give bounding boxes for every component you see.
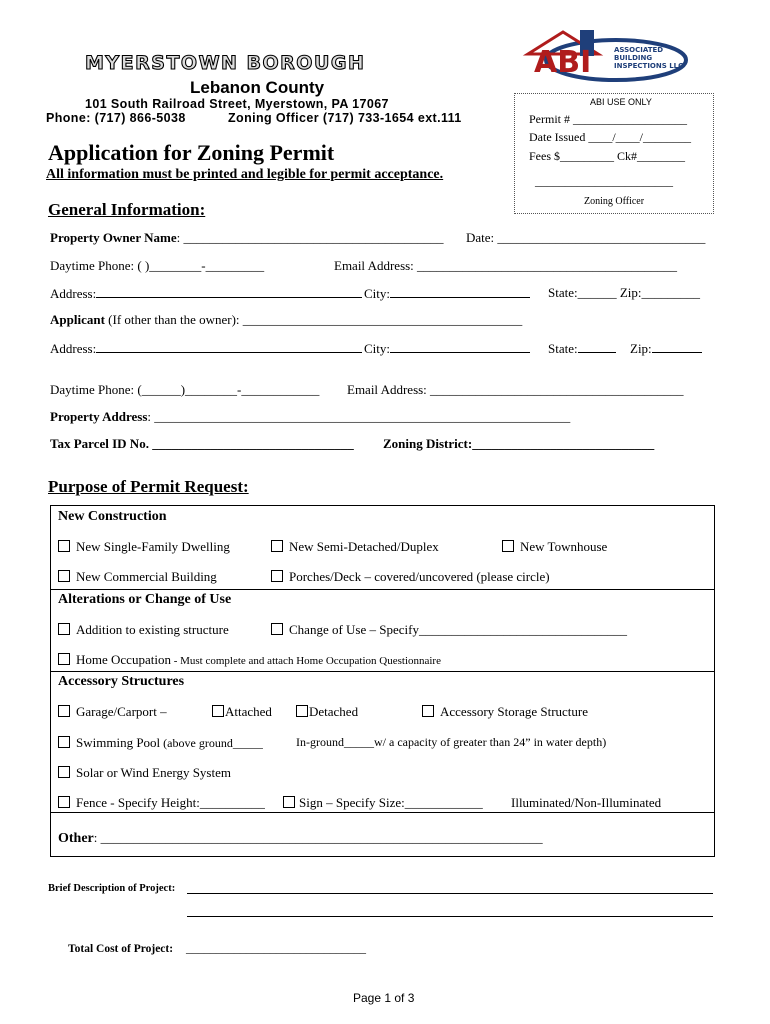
applicant-zip-label: Zip: (630, 341, 652, 356)
borough-phone: Phone: (717) 866-5038 (46, 111, 186, 125)
porches-checkbox[interactable] (271, 570, 283, 582)
other-label: Other (58, 831, 94, 846)
garage-checkbox[interactable] (58, 705, 70, 717)
divider-other (50, 812, 715, 813)
tax-parcel-field[interactable]: Tax Parcel ID No. _______________________________ (50, 436, 354, 451)
svg-text:BUILDING: BUILDING (614, 54, 653, 62)
zoning-officer-label: Zoning Officer (584, 196, 645, 207)
date-field[interactable]: Date: ________________________________ (466, 230, 706, 245)
new-semi-checkbox[interactable] (271, 540, 283, 552)
owner-email-field[interactable]: Email Address: ________________________________________ (334, 258, 678, 273)
applicant-label: Applicant (50, 312, 105, 327)
property-address-field[interactable]: : ________________________________________________________________ (147, 409, 571, 424)
new-commercial-label: New Commercial Building (76, 569, 217, 584)
fees-field[interactable]: Fees $_________ Ck#________ (529, 149, 685, 163)
property-address-label: Property Address (50, 409, 148, 424)
logo-abi-text: ABI (534, 45, 592, 80)
accessory-heading: Accessory Structures (58, 674, 185, 689)
purpose-heading: Purpose of Permit Request: (48, 477, 249, 496)
attached-checkbox[interactable] (212, 705, 224, 717)
fence-label: Fence - Specify Height: (76, 795, 200, 810)
new-single-checkbox[interactable] (58, 540, 70, 552)
pool-above-ground-field[interactable]: (above ground_____ (160, 736, 263, 750)
abi-logo (518, 28, 690, 86)
divider-accessory (50, 671, 715, 672)
applicant-city-field[interactable] (390, 340, 530, 353)
sign-checkbox[interactable] (283, 796, 295, 808)
total-cost-label: Total Cost of Project: (68, 943, 174, 955)
solar-label: Solar or Wind Energy System (76, 765, 231, 780)
change-use-checkbox[interactable] (271, 623, 283, 635)
applicant-address-field[interactable] (96, 340, 362, 353)
storage-checkbox[interactable] (422, 705, 434, 717)
storage-label: Accessory Storage Structure (440, 704, 589, 719)
owner-state-zip-field[interactable]: State:______ Zip:_________ (548, 285, 701, 300)
applicant-field[interactable]: (If other than the owner): ___________________________________________ (104, 312, 523, 327)
owner-phone-field[interactable]: Daytime Phone: ( )________-_________ (50, 258, 265, 273)
svg-text:INSPECTIONS LLC: INSPECTIONS LLC (614, 62, 684, 70)
zoning-officer-signature-line[interactable]: _______________________ (535, 174, 673, 188)
detached-checkbox[interactable] (296, 705, 308, 717)
zoning-district-field-2[interactable]: _____________ (569, 436, 655, 451)
home-occupation-checkbox[interactable] (58, 653, 70, 665)
owner-city-label: City: (364, 286, 391, 301)
zoning-district-field[interactable]: Zoning District:_______________ (383, 436, 570, 451)
alterations-heading: Alterations or Change of Use (58, 592, 232, 607)
applicant-state-label: State: (548, 341, 578, 356)
divider-alterations (50, 589, 715, 590)
abi-box-title: ABI USE ONLY (590, 97, 652, 107)
fence-checkbox[interactable] (58, 796, 70, 808)
borough-title: MYERSTOWN BOROUGH (85, 52, 366, 74)
owner-name-field[interactable]: : ________________________________________ (176, 230, 444, 245)
county-title: Lebanon County (190, 78, 325, 97)
page-number: Page 1 of 3 (353, 991, 415, 1005)
general-info-heading: General Information: (48, 200, 206, 219)
home-occupation-label: Home Occupation (76, 652, 171, 667)
sign-label: Sign – Specify Size: (299, 795, 405, 810)
pool-inground-field[interactable]: In-ground_____w/ a capacity of greater than 24” in water depth) (296, 735, 607, 749)
new-townhouse-label: New Townhouse (520, 539, 608, 554)
applicant-email-field[interactable]: Email Address: _______________________________________ (347, 382, 684, 397)
change-use-field[interactable]: ________________________________ (418, 622, 627, 637)
change-use-label: Change of Use – Specify (289, 622, 419, 637)
zoning-officer-phone: Zoning Officer (717) 733-1654 ext.111 (228, 111, 462, 125)
applicant-city-label: City: (364, 341, 391, 356)
addition-checkbox[interactable] (58, 623, 70, 635)
owner-address-field[interactable] (96, 285, 362, 298)
other-field[interactable]: : ____________________________________________________________________ (93, 830, 543, 845)
garage-label: Garage/Carport – (76, 704, 167, 719)
new-commercial-checkbox[interactable] (58, 570, 70, 582)
permit-number-field[interactable]: Permit # ___________________ (529, 112, 687, 126)
new-single-label: New Single-Family Dwelling (76, 539, 230, 554)
pool-label: Swimming Pool (76, 735, 161, 750)
porches-label: Porches/Deck – covered/uncovered (please circle) (289, 569, 550, 584)
new-semi-label: New Semi-Detached/Duplex (289, 539, 439, 554)
new-construction-heading: New Construction (58, 509, 167, 524)
borough-address: 101 South Railroad Street, Myerstown, PA 17067 (85, 97, 389, 111)
solar-checkbox[interactable] (58, 766, 70, 778)
svg-text:ASSOCIATED: ASSOCIATED (614, 46, 664, 54)
applicant-state-field[interactable] (578, 340, 616, 353)
home-occupation-note: - Must complete and attach Home Occupation Questionnaire (170, 655, 441, 667)
applicant-phone-field[interactable]: Daytime Phone: (______)________-____________ (50, 382, 320, 397)
owner-city-field[interactable] (390, 285, 530, 298)
owner-name-label: Property Owner Name (50, 230, 177, 245)
applicant-zip-field[interactable] (652, 340, 702, 353)
detached-label: Detached (309, 704, 359, 719)
illuminated-option[interactable]: Illuminated/Non-Illuminated (511, 795, 662, 810)
page-title: Application for Zoning Permit (48, 140, 335, 165)
attached-label: Attached (225, 704, 272, 719)
new-townhouse-checkbox[interactable] (502, 540, 514, 552)
applicant-address-label: Address: (50, 341, 97, 356)
owner-address-label: Address: (50, 286, 97, 301)
brief-description-label: Brief Description of Project: (48, 883, 176, 894)
fence-height-field[interactable]: __________ (199, 795, 265, 810)
brief-description-line-2[interactable] (187, 916, 713, 917)
page-subtitle: All information must be printed and legible for permit acceptance. (46, 167, 444, 182)
pool-checkbox[interactable] (58, 736, 70, 748)
total-cost-field[interactable]: ______________________________ (186, 941, 366, 955)
brief-description-line-1[interactable] (187, 893, 713, 894)
sign-size-field[interactable]: ____________ (404, 795, 483, 810)
date-issued-field[interactable]: Date Issued ____/____/________ (529, 130, 691, 144)
addition-label: Addition to existing structure (76, 622, 229, 637)
